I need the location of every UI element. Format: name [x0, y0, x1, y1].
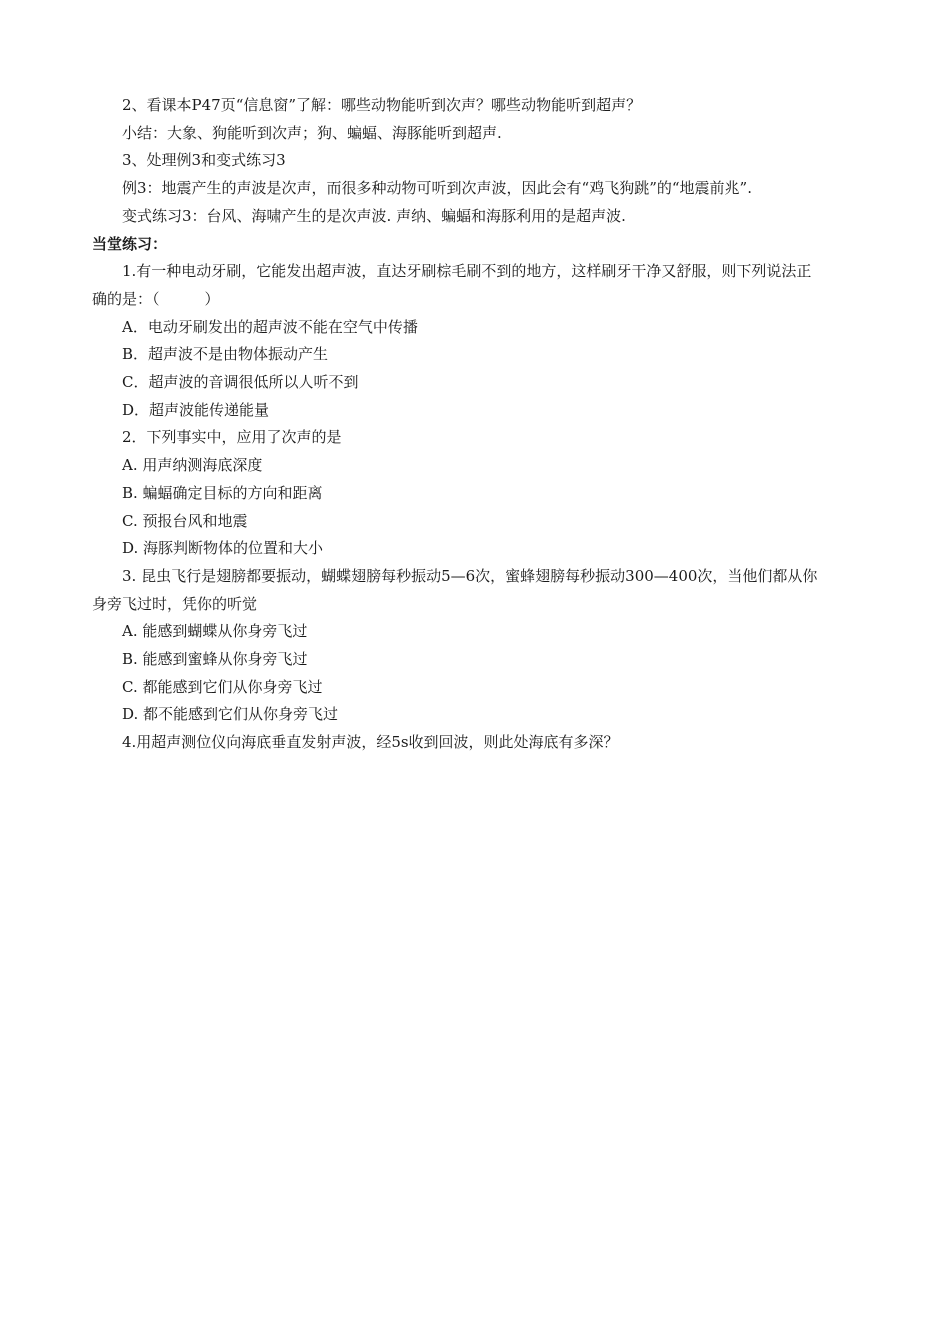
document-page — [92, 92, 822, 757]
question-2-option-a: A. 用声纳测海底深度 — [122, 456, 263, 475]
question-3-stem: 3. 昆虫飞行是翅膀都要振动，蝴蝶翅膀每秒振动5—6次，蜜蜂翅膀每秒振动300—400次，当他们都从你身旁飞过时，凭你的听觉 — [92, 566, 818, 613]
question-1-stem: 1.有一种电动牙刷，它能发出超声波，直达牙刷棕毛刷不到的地方，这样刷牙干净又舒服，则下列说法正确的是：（ ） — [92, 262, 812, 308]
paragraph-example-task: 3、处理例3和变式练习3 — [122, 151, 286, 170]
question-1-option-a: A．电动牙刷发出的超声波不能在空气中传播 — [122, 317, 418, 336]
paragraph-summary: 小结：大象、狗能听到次声；狗、蝙蝠、海豚能听到超声. — [122, 123, 502, 142]
question-2-stem: 2．下列事实中，应用了次声的是 — [122, 428, 342, 447]
question-2-option-d: D. 海豚判断物体的位置和大小 — [122, 539, 324, 558]
question-2-option-b: B. 蝙蝠确定目标的方向和距离 — [122, 483, 323, 502]
question-3-option-b: B. 能感到蜜蜂从你身旁飞过 — [122, 650, 308, 669]
question-3-option-a: A. 能感到蝴蝶从你身旁飞过 — [122, 622, 308, 641]
question-3-option-d: D. 都不能感到它们从你身旁飞过 — [122, 705, 339, 724]
practice-heading: 当堂练习： — [92, 234, 168, 253]
paragraph-info-window: 2、看课本P47页“信息窗”了解：哪些动物能听到次声？哪些动物能听到超声？ — [122, 96, 642, 114]
paragraph-variant-3: 变式练习3：台风、海啸产生的是次声波. 声纳、蝙蝠和海豚利用的是超声波. — [122, 206, 626, 225]
question-3-option-c: C. 都能感到它们从你身旁飞过 — [122, 677, 323, 696]
paragraph-example-3: 例3：地震产生的声波是次声，而很多种动物可听到次声波，因此会有“鸡飞狗跳”的“地震前兆”. — [122, 179, 752, 198]
question-2-option-c: C. 预报台风和地震 — [122, 511, 248, 530]
question-1-option-c: C．超声波的音调很低所以人听不到 — [122, 373, 359, 392]
question-1-option-d: D．超声波能传递能量 — [122, 400, 270, 419]
question-1-option-b: B．超声波不是由物体振动产生 — [122, 345, 329, 364]
question-4-stem: 4.用超声测位仪向海底垂直发射声波，经5s收到回波，则此处海底有多深？ — [122, 733, 619, 752]
